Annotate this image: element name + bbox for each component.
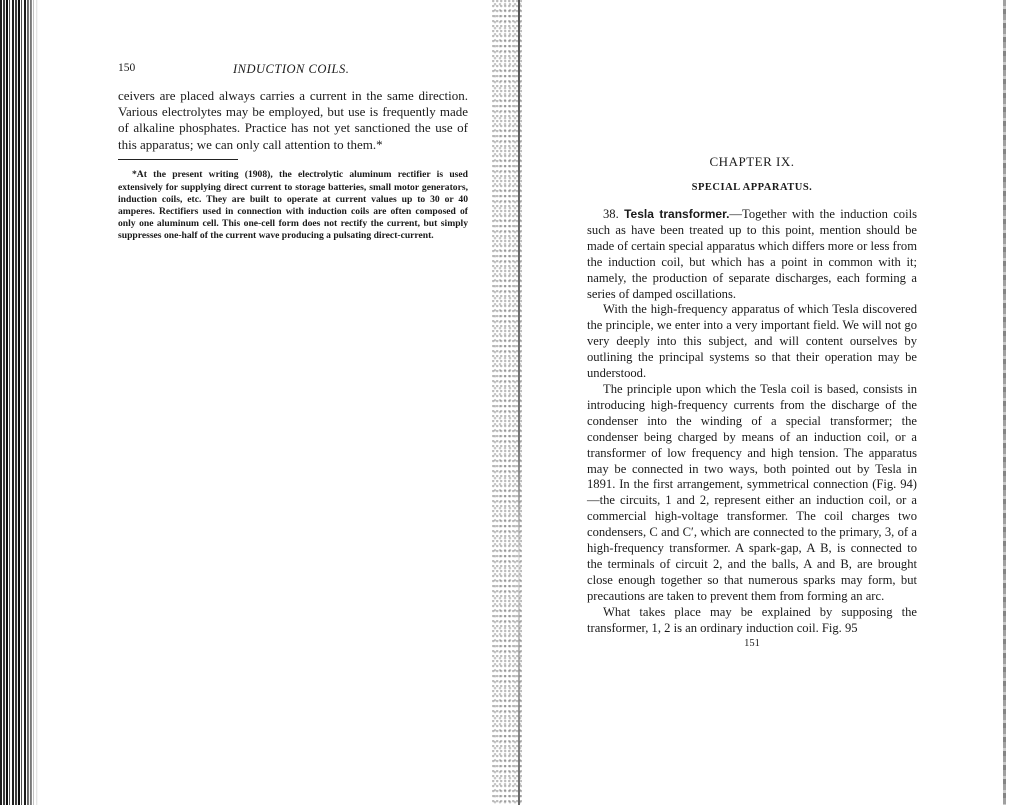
- center-gutter-line: [518, 0, 520, 805]
- left-body: [118, 88, 468, 153]
- left-page-number: 150: [118, 62, 136, 74]
- right-page-number: 151: [744, 638, 760, 650]
- paragraph-1: [587, 207, 917, 302]
- left-paragraph: ceivers are placed always carries a current in the same direction. Various electrolytes may be employed, but use is frequently made of alkaline phosphates. Practice has not yet sanctioned the use of this apparatus; we can only call attention to them.*: [118, 88, 468, 152]
- running-title: INDUCTION COILS.: [233, 62, 350, 76]
- paragraph-3: The principle upon which the Tesla coil is based, consists in introducing high-frequency currents from the discharge of the condenser into the winding of a special transformer; the condenser being charged by means of an induction coil, or a transformer of low frequency and high tension. The apparatus may be connected in two ways, both pointed out by Tesla in 1891. In the first arrangement, symmetrical connection (Fig. 94)—the circuits, 1 and 2, represent either an induction coil, or a commercial high-voltage transformer. The coil charges two condensers, C and C′, which are connected to the primary, 3, of a high-frequency transformer. A spark-gap, A B, is connected to the terminals of circuit 2, and the balls, A and B, are brought close enough together so that numerous sparks may form, but precautions are taken to prevent them from forming an arc.: [587, 381, 917, 603]
- section-name: Tesla transformer.: [624, 207, 730, 221]
- chapter-title: CHAPTER IX.: [709, 154, 795, 169]
- right-body: [587, 207, 917, 636]
- paragraph-4: What takes place may be explained by supposing the transformer, 1, 2 is an ordinary induction coil. Fig. 95: [587, 604, 917, 635]
- right-page-edge: [1003, 0, 1006, 805]
- section-title: SPECIAL APPARATUS.: [691, 182, 813, 193]
- left-page: [118, 62, 468, 252]
- paragraph-1-text: —Together with the induction coils such as have been treated up to this point, mention should be made of certain special apparatus which differs more or less from the induction coil, but which has a point in common with it; namely, the production of separate discharges, each forming a series of damped oscillations.: [587, 207, 917, 301]
- section-number: 38.: [603, 207, 619, 221]
- footnote: *At the present writing (1908), the electrolytic aluminum rectifier is used extensively for supplying direct current to storage batteries, small motor generators, induction coils, etc. They are built to operate at current values up to 30 or 40 amperes. Rectifiers used in connection with induction coils are often composed of only one aluminum cell. This one-cell form does not rectify the current, but simply suppresses one-half of the current wave producing a pulsating direct-current.: [118, 169, 468, 242]
- footnote-rule: [118, 159, 238, 160]
- left-running-head: [118, 62, 468, 80]
- left-binding-scan-artifact: [0, 0, 38, 805]
- paragraph-2: With the high-frequency apparatus of which Tesla discovered the principle, we enter into a very important field. We will not go very deeply into this subject, and will content ourselves by outlining the principal systems so that their operation may be understood.: [587, 302, 917, 381]
- right-page: [587, 150, 917, 649]
